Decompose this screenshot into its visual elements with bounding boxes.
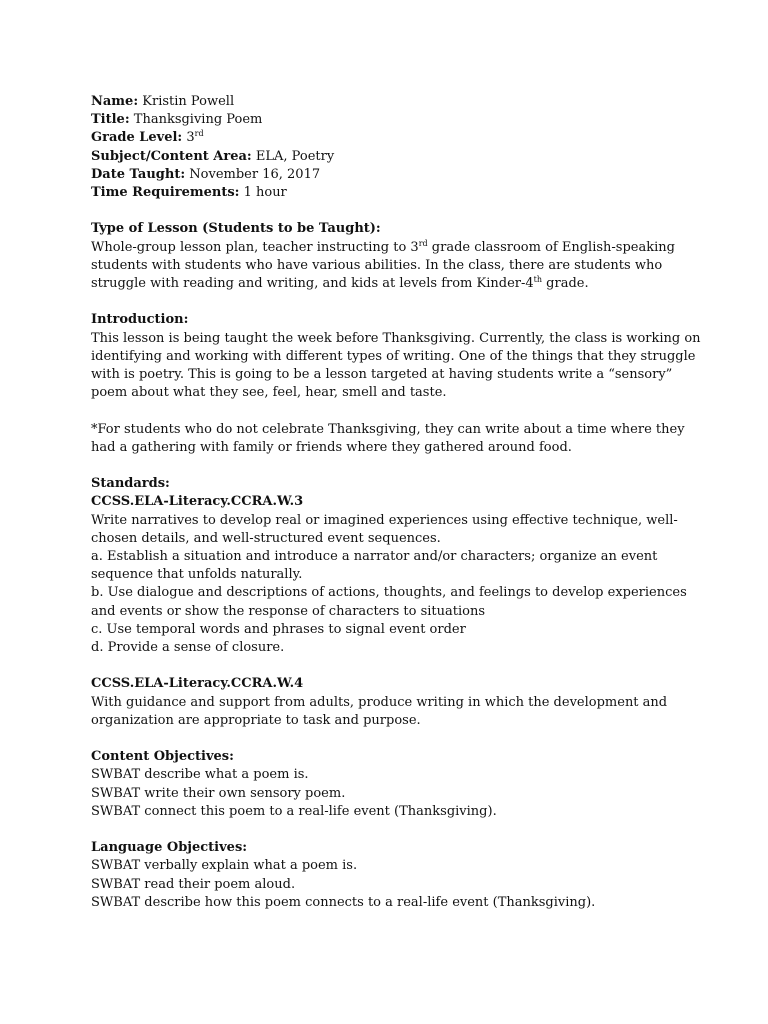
standard-line: Write narratives to develop real or imagined experiences using effective technique, well- — [91, 512, 678, 528]
title-value: Thanksgiving Poem — [129, 112, 263, 128]
date-taught-label: Date Taught: — [91, 166, 186, 182]
subject-label: Subject/Content Area: — [91, 148, 252, 164]
time-requirements-value: 1 hour — [239, 185, 287, 201]
lesson-type-text: grade. — [542, 276, 589, 292]
standards-section — [91, 475, 691, 730]
content-objectives-heading: Content Objectives: — [91, 749, 234, 765]
name-value: Kristin Powell — [138, 94, 235, 109]
standard-code-w4: CCSS.ELA-Literacy.CCRA.W.4 — [91, 676, 304, 692]
lesson-type-line: students with students who have various abilities. In the class, there are students who — [91, 257, 663, 273]
date-taught-row — [91, 166, 691, 184]
grade-level-row — [91, 129, 691, 147]
lesson-type-line — [91, 239, 691, 257]
standard-line: With guidance and support from adults, produce writing in which the development and — [91, 694, 668, 710]
lesson-type-line — [91, 275, 691, 293]
content-objectives-section — [91, 748, 691, 821]
content-objective-item: SWBAT write their own sensory poem. — [91, 785, 346, 801]
standard-line: c. Use temporal words and phrases to signal event order — [91, 621, 466, 637]
language-objectives-section — [91, 839, 691, 912]
introduction-line: This lesson is being taught the week before Thanksgiving. Currently, the class is working on — [91, 330, 701, 346]
standard-line: a. Establish a situation and introduce a narrator and/or characters; organize an event — [91, 549, 658, 565]
content-objective-item: SWBAT connect this poem to a real-life event (Thanksgiving). — [91, 803, 497, 819]
lesson-type-text: struggle with reading and writing, and kids at levels from Kinder-4 — [91, 276, 534, 292]
lesson-type-sup: th — [533, 275, 543, 285]
standard-line: and events or show the response of characters to situations — [91, 603, 485, 619]
title-row — [91, 111, 691, 129]
introduction-note-line: *For students who do not celebrate Thanksgiving, they can write about a time where they — [91, 421, 685, 437]
time-requirements-label: Time Requirements: — [91, 185, 240, 201]
lesson-type-text: Whole-group lesson plan, teacher instructing to 3 — [91, 239, 419, 255]
subject-value: ELA, Poetry — [251, 148, 335, 164]
lesson-plan-page — [91, 93, 701, 912]
introduction-note-line: had a gathering with family or friends where they gathered around food. — [91, 439, 572, 455]
lesson-type-section — [91, 220, 691, 293]
name-row — [91, 93, 691, 111]
title-label: Title: — [91, 112, 130, 128]
standard-code-w3: CCSS.ELA-Literacy.CCRA.W.3 — [91, 494, 304, 510]
introduction-section — [91, 311, 701, 457]
standard-line: b. Use dialogue and descriptions of actions, thoughts, and feelings to develop experiences — [91, 585, 687, 601]
header-block — [91, 93, 691, 202]
standard-line: sequence that unfolds naturally. — [91, 567, 303, 583]
standard-line: organization are appropriate to task and purpose. — [91, 712, 421, 728]
standards-heading: Standards: — [91, 476, 170, 492]
introduction-line: with is poetry. This is going to be a lesson targeted at having students write a “sensory” — [91, 367, 673, 383]
language-objective-item: SWBAT describe how this poem connects to a real-life event (Thanksgiving). — [91, 894, 596, 910]
content-objective-item: SWBAT describe what a poem is. — [91, 767, 309, 783]
lesson-type-sup: rd — [418, 238, 428, 248]
lesson-type-heading: Type of Lesson (Students to be Taught): — [91, 221, 381, 237]
introduction-heading: Introduction: — [91, 312, 189, 328]
lesson-type-text: grade classroom of English-speaking — [427, 239, 675, 255]
language-objective-item: SWBAT verbally explain what a poem is. — [91, 858, 358, 874]
time-requirements-row — [91, 184, 691, 202]
grade-level-label: Grade Level: — [91, 130, 183, 146]
grade-level-value: 3 — [182, 130, 195, 146]
introduction-line: identifying and working with different types of writing. One of the things that they struggle — [91, 348, 696, 364]
standard-line: chosen details, and well-structured event sequences. — [91, 530, 441, 546]
language-objectives-heading: Language Objectives: — [91, 840, 248, 856]
language-objective-item: SWBAT read their poem aloud. — [91, 876, 296, 892]
standard-line: d. Provide a sense of closure. — [91, 640, 285, 656]
introduction-line: poem about what they see, feel, hear, smell and taste. — [91, 385, 447, 401]
date-taught-value: November 16, 2017 — [185, 166, 321, 182]
grade-level-sup: rd — [194, 129, 204, 139]
name-label: Name: — [91, 94, 139, 109]
subject-row — [91, 148, 691, 166]
